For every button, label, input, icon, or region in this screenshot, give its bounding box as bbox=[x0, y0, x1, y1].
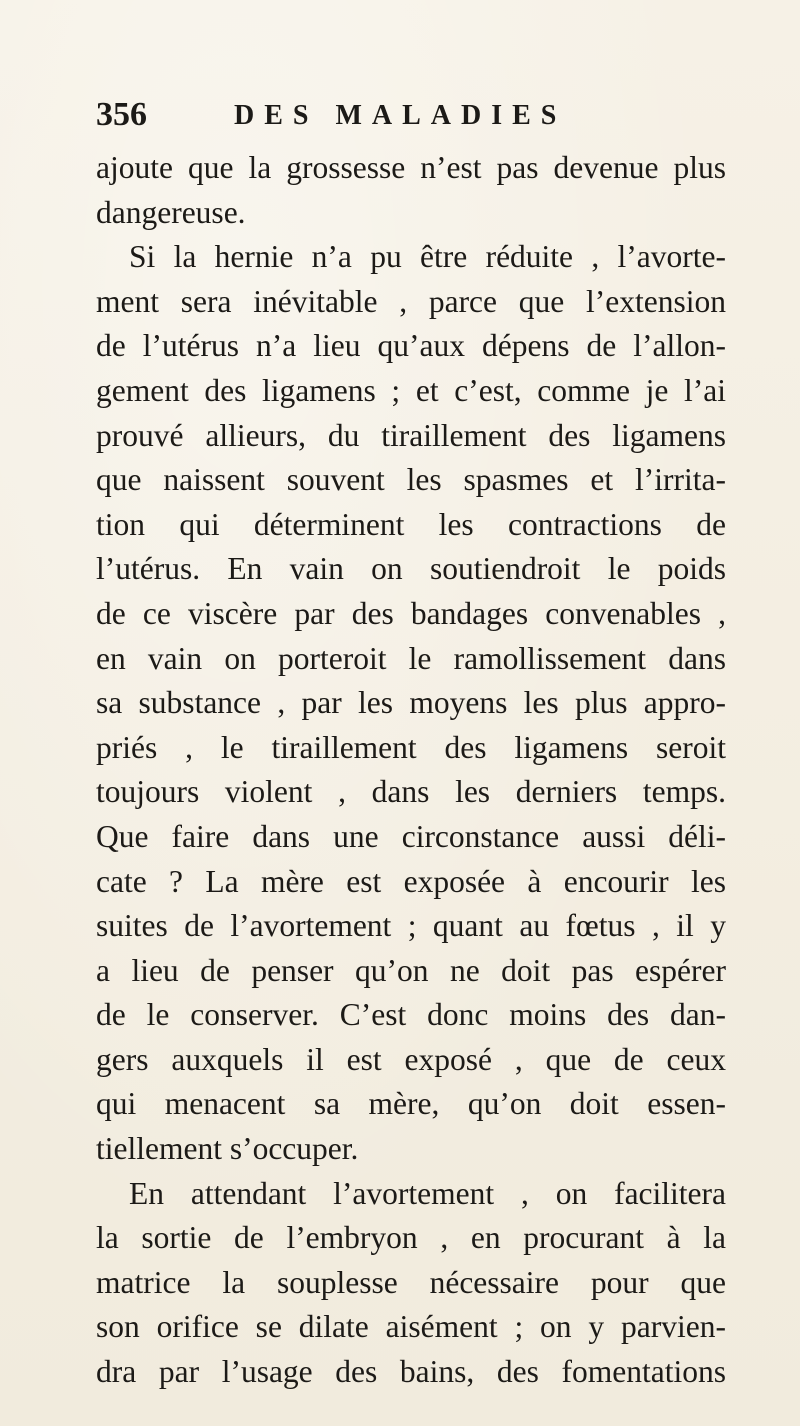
text-line: dra par l’usage des bains, des fomentations bbox=[96, 1354, 726, 1390]
text-line: de le conserver. C’est donc moins des dan- bbox=[96, 997, 726, 1033]
page-header bbox=[96, 96, 736, 140]
text-line: toujours violent , dans les derniers temps. bbox=[96, 774, 726, 810]
text-line: suites de l’avortement ; quant au fœtus , il y bbox=[96, 908, 726, 944]
text-line: prouvé allieurs, du tiraillement des ligamens bbox=[96, 417, 726, 453]
text-line: dangereuse. bbox=[96, 194, 246, 230]
text-line: priés , le tiraillement des ligamens seroit bbox=[96, 729, 726, 765]
text-line: que naissent souvent les spasmes et l’irrita- bbox=[96, 462, 726, 498]
text-line: cate ? La mère est exposée à encourir les bbox=[96, 863, 726, 899]
text-line: sa substance , par les moyens les plus appro- bbox=[96, 685, 726, 721]
body-text bbox=[96, 146, 726, 1395]
running-head: DES MALADIES bbox=[234, 100, 567, 131]
text-line: l’utérus. En vain on soutiendroit le poids bbox=[96, 551, 726, 587]
text-line: ment sera inévitable , parce que l’extension bbox=[96, 283, 726, 319]
text-line: a lieu de penser qu’on ne doit pas espérer bbox=[96, 952, 726, 988]
text-line: son orifice se dilate aisément ; on y parvien- bbox=[96, 1309, 726, 1345]
text-line: En attendant l’avortement , on facilitera bbox=[129, 1175, 726, 1211]
text-line: ajoute que la grossesse n’est pas devenue plus bbox=[96, 150, 726, 185]
text-line: gers auxquels il est exposé , que de ceux bbox=[96, 1041, 726, 1077]
text-line: en vain on porteroit le ramollissement dans bbox=[96, 640, 726, 676]
text-line: tion qui déterminent les contractions de bbox=[96, 506, 726, 542]
page-number: 356 bbox=[96, 96, 147, 133]
text-line: matrice la souplesse nécessaire pour que bbox=[96, 1264, 726, 1300]
text-line: Si la hernie n’a pu être réduite , l’avorte- bbox=[129, 239, 726, 275]
text-line: la sortie de l’embryon , en procurant à la bbox=[96, 1220, 726, 1256]
text-line: gement des ligamens ; et c’est, comme je l’ai bbox=[96, 372, 726, 408]
text-line: Que faire dans une circonstance aussi déli- bbox=[96, 818, 726, 854]
text-line: tiellement s’occuper. bbox=[96, 1131, 359, 1167]
text-line: de l’utérus n’a lieu qu’aux dépens de l’allon- bbox=[96, 328, 726, 364]
text-line: de ce viscère par des bandages convenables , bbox=[96, 595, 726, 631]
text-line: qui menacent sa mère, qu’on doit essen- bbox=[96, 1086, 726, 1122]
